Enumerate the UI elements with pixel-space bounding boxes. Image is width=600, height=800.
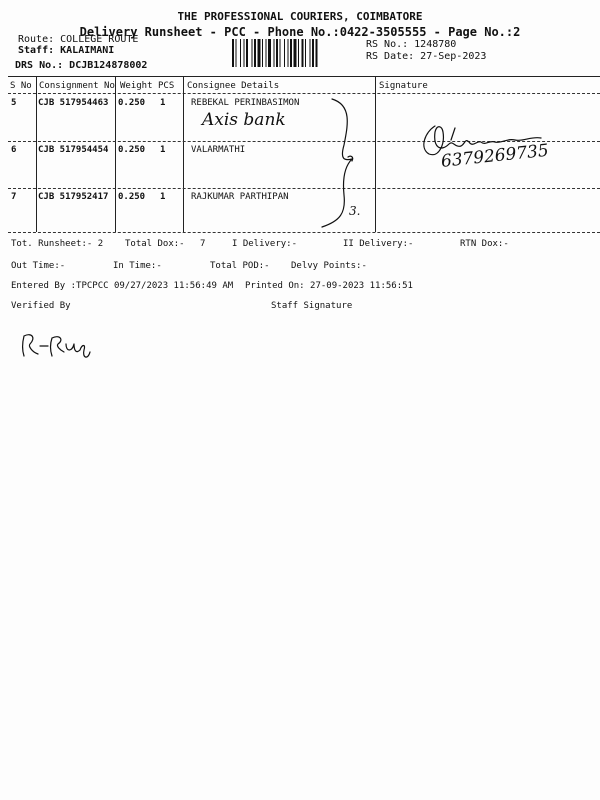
row-consignment-no: CJB 517954463 (38, 98, 109, 108)
table-bottom-border (8, 232, 600, 233)
staff-signature-label: Staff Signature (271, 301, 353, 311)
header-consignment-no: Consignment No (39, 81, 115, 91)
row-consignment-no: CJB 517952417 (38, 192, 109, 202)
col-divider (36, 76, 37, 232)
row-consignee: RAJKUMAR PARTHIPAN (191, 192, 289, 202)
total-pod: Total POD:- (210, 261, 270, 271)
row-sno: 7 (11, 192, 17, 202)
row-consignee: REBEKAL PERINBASIMON (191, 98, 300, 108)
verified-by: Verified By (11, 301, 71, 311)
rs-date: RS Date: 27-Sep-2023 (366, 51, 487, 62)
staff-label: Staff: KALAIMANI (18, 45, 115, 56)
row-weight: 0.250 (118, 98, 146, 108)
rtn-dox: RTN Dox:- (460, 239, 509, 249)
table-top-border (8, 76, 600, 77)
row-pcs: 1 (160, 192, 166, 202)
drs-number: DRS No.: DCJB124878002 (15, 60, 148, 71)
table-header-divider (8, 93, 600, 94)
row-weight: 0.250 (118, 145, 146, 155)
row-pcs: 1 (160, 98, 166, 108)
company-name: THE PROFESSIONAL COURIERS, COIMBATORE (177, 10, 423, 23)
row-consignment-no: CJB 517954454 (38, 145, 109, 155)
handwritten-bracket (318, 95, 378, 235)
verifier-signature (18, 330, 108, 370)
row-pcs: 1 (160, 145, 166, 155)
col-divider (183, 76, 184, 232)
row-sno: 6 (11, 145, 17, 155)
total-dox-value: 7 (200, 239, 206, 249)
col-divider (115, 76, 116, 232)
runsheet-subtitle: Delivery Runsheet - PCC - Phone No.:0422-3505555 - Page No.:2 (79, 25, 521, 39)
row-divider (8, 188, 600, 189)
header-weight: Weight (120, 81, 153, 91)
out-time: Out Time:- (11, 261, 66, 271)
row-sno: 5 (11, 98, 17, 108)
handwritten-mark: 3. (349, 204, 361, 218)
entered-by: Entered By :TPCPCC 09/27/2023 11:56:49 AM (11, 281, 234, 291)
route-label: Route: COLLEGE ROUTE (18, 34, 139, 45)
tot-runsheet: Tot. Runsheet:- 2 (11, 239, 104, 249)
handwritten-note: Axis bank (202, 110, 286, 130)
total-dox-label: Total Dox:- (125, 239, 185, 249)
rs-number: RS No.: 1248780 (366, 39, 457, 50)
header-signature: Signature (379, 81, 428, 91)
barcode (232, 39, 357, 67)
i-delivery: I Delivery:- (232, 239, 298, 249)
handwritten-phone: 6379269735 (440, 140, 550, 172)
row-consignee: VALARMATHI (191, 145, 246, 155)
header-consignee-details: Consignee Details (187, 81, 280, 91)
printed-on: Printed On: 27-09-2023 11:56:51 (245, 281, 413, 291)
in-time: In Time:- (113, 261, 162, 271)
delvy-points: Delvy Points:- (291, 261, 367, 271)
ii-delivery: II Delivery:- (343, 239, 414, 249)
header-pcs: PCS (158, 81, 175, 91)
header-sno: S No (10, 81, 32, 91)
row-weight: 0.250 (118, 192, 146, 202)
